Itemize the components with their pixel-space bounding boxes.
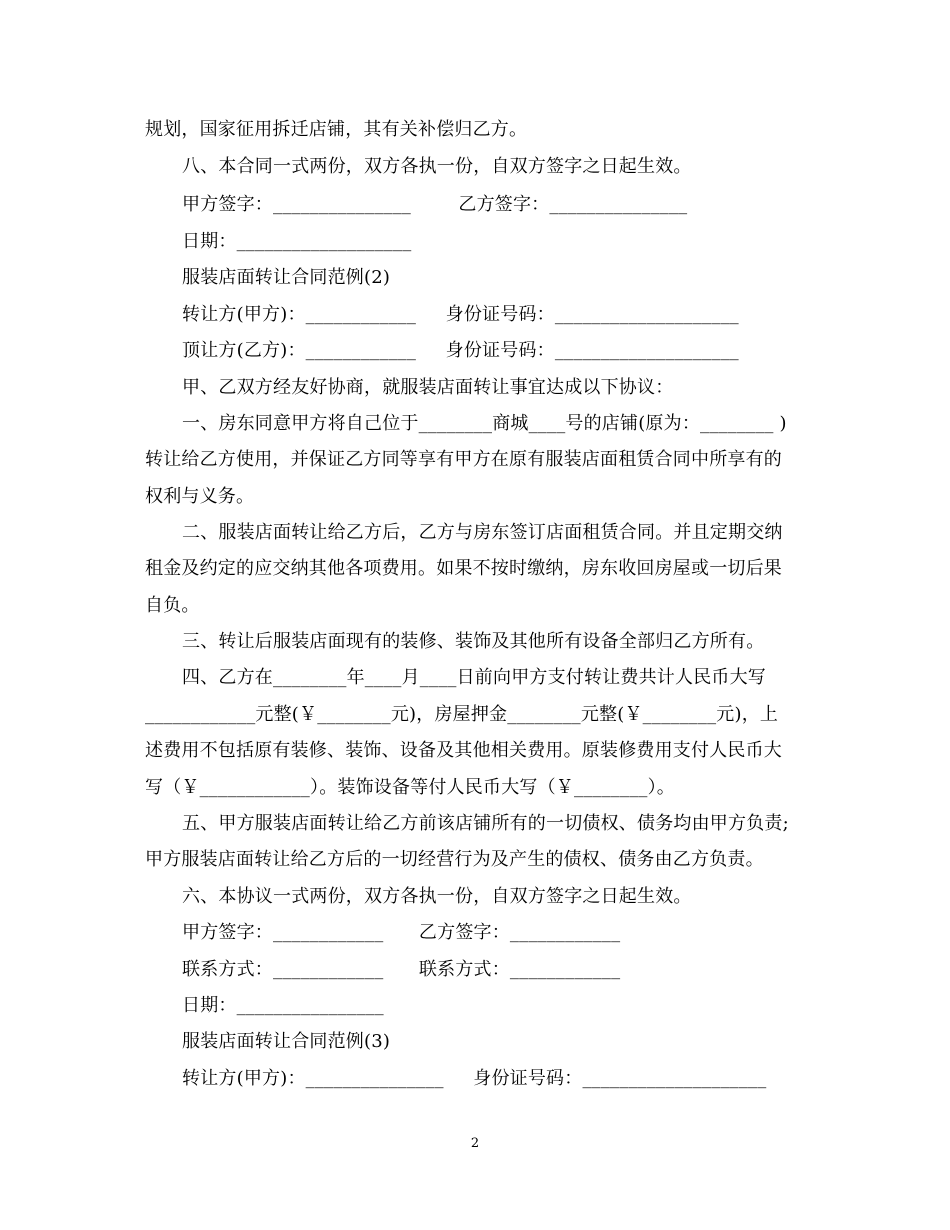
text-line: 写（￥____________）。装饰设备等付人民币大写（￥________）。 [145,777,675,798]
text-line: ____________元整(￥________元)，房屋押金________元整(￥________元)，上 [145,704,779,725]
date-line: 日期：___________________ [182,231,412,252]
signature-line: 甲方签字：____________ 乙方签字：____________ [182,922,621,943]
section-heading: 服装店面转让合同范例(2) [182,267,391,288]
party-b-line: 顶让方(乙方)：____________ 身份证号码：____________________ [182,340,739,361]
text-line: 述费用不包括原有装修、装饰、设备及其他相关费用。原装修费用支付人民币大 [145,740,782,761]
clause-two: 二、服装店面转让给乙方后，乙方与房东签订店面租赁合同。并且定期交纳 [182,522,783,543]
signature-line: 甲方签字：_______________ 乙方签字：_______________ [182,194,688,215]
text-line: 权利与义务。 [145,486,255,507]
text-line: 自负。 [145,595,200,616]
page-number: 2 [470,1136,480,1151]
section-heading: 服装店面转让合同范例(3) [182,1031,391,1052]
intro-line: 甲、乙双方经友好协商，就服装店面转让事宜达成以下协议： [182,377,674,398]
text-line: 规划，国家征用拆迁店铺，其有关补偿归乙方。 [145,119,528,140]
clause-three: 三、转让后服装店面现有的装修、装饰及其他所有设备全部归乙方所有。 [182,631,765,652]
contact-line: 联系方式：____________ 联系方式：____________ [182,959,621,980]
clause-five: 五、甲方服装店面转让给乙方前该店铺所有的一切债权、债务均由甲方负责; [182,813,789,834]
party-a-line: 转让方(甲方)：_______________ 身份证号码：____________________ [182,1068,767,1089]
clause-one: 一、房东同意甲方将自己位于________商城____号的店铺(原为：________ ) [182,413,787,434]
text-line: 转让给乙方使用，并保证乙方同等享有甲方在原有服装店面租赁合同中所享有的 [145,449,782,470]
clause-six: 六、本协议一式两份，双方各执一份，自双方签字之日起生效。 [182,886,692,907]
date-line: 日期：________________ [182,995,384,1016]
clause-eight: 八、本合同一式两份，双方各执一份，自双方签字之日起生效。 [182,156,692,177]
clause-four: 四、乙方在________年____月____日前向甲方支付转让费共计人民币大写 [182,667,766,688]
text-line: 租金及约定的应交纳其他各项费用。如果不按时缴纳，房东收回房屋或一切后果 [145,558,782,579]
party-a-line: 转让方(甲方)：____________ 身份证号码：____________________ [182,304,739,325]
text-line: 甲方服装店面转让给乙方后的一切经营行为及产生的债权、债务由乙方负责。 [145,849,764,870]
